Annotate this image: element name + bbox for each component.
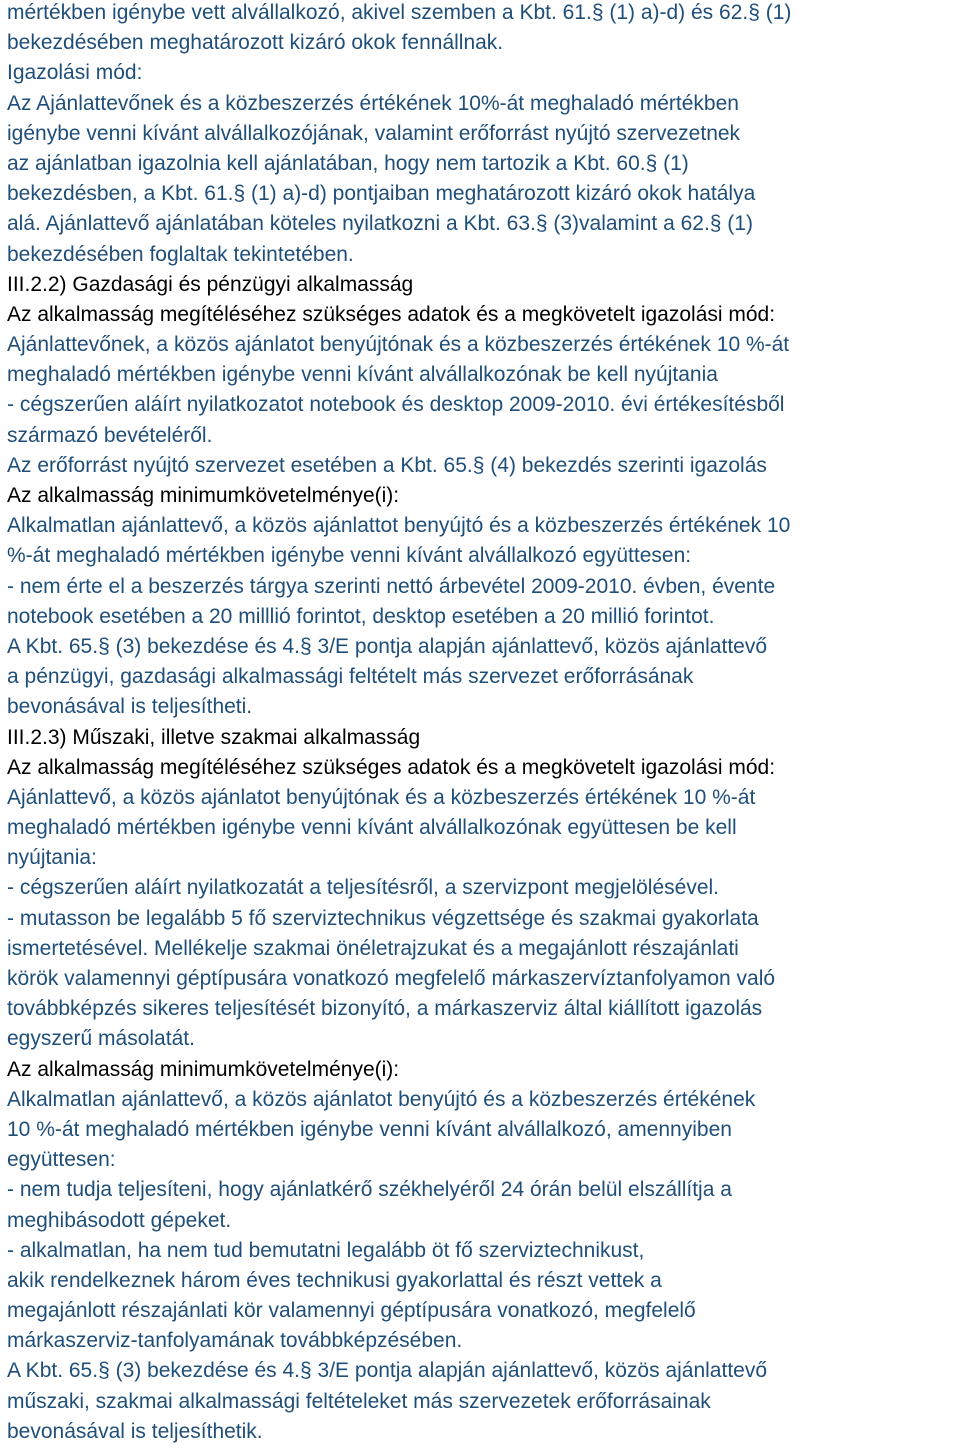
text-line: - nem érte el a beszerzés tárgya szerinti nettó árbevétel 2009-2010. évben, évente (7, 574, 776, 598)
text-line: A Kbt. 65.§ (3) bekezdése és 4.§ 3/E pontja alapján ajánlattevő, közös ajánlattevő (7, 1359, 768, 1383)
text-line: egyszerű másolatát. (7, 1027, 195, 1051)
text-line: notebook esetében a 20 milllió forintot, desktop esetében a 20 millió forintot. (7, 604, 715, 628)
text-line: ismertetésével. Mellékelje szakmai önéletrajzukat és a megajánlott részajánlati (7, 936, 739, 960)
text-line: együttesen: (7, 1148, 116, 1172)
text-line: körök valamennyi géptípusára vonatkozó megfelelő márkaszervíztanfolyamon való (7, 967, 776, 990)
section-heading-line: Az alkalmasság minimumkövetelménye(i): (7, 484, 400, 507)
text-line: bevonásával is teljesítheti. (7, 695, 253, 719)
text-line: a pénzügyi, gazdasági alkalmassági feltételt más szervezet erőforrásának (7, 665, 694, 689)
text-line: igénybe venni kívánt alvállalkozójának, valamint erőforrást nyújtó szervezetnek (7, 121, 741, 145)
text-line: meghaladó mértékben igénybe venni kívánt alvállalkozónak be kell nyújtania (7, 363, 718, 387)
section-heading-line: III.2.2) Gazdasági és pénzügyi alkalmasság (7, 272, 414, 296)
text-line: - mutasson be legalább 5 fő szerviztechnikus végzettsége és szakmai gyakorlata (7, 906, 759, 930)
section-heading-line: Az alkalmasság megítéléséhez szükséges adatok és a megkövetelt igazolási mód: (7, 755, 776, 779)
text-line: bekezdésben, a Kbt. 61.§ (1) a)-d) pontjaiban meghatározott kizáró okok hatálya (7, 182, 756, 206)
text-line: - alkalmatlan, ha nem tud bemutatni legalább öt fő szerviztechnikust, (7, 1238, 645, 1262)
text-line: - cégszerűen aláírt nyilatkozatát a teljesítésről, a szervizpont megjelölésével. (7, 876, 720, 900)
text-line: - cégszerűen aláírt nyilatkozatot notebook és desktop 2009-2010. évi értékesítésből (7, 393, 785, 417)
section-heading-line: Az alkalmasság megítéléséhez szükséges adatok és a megkövetelt igazolási mód: (7, 302, 776, 326)
text-line: Igazolási mód: (7, 61, 143, 85)
text-line: Ajánlattevőnek, a közös ajánlatot benyújtónak és a közbeszerzés értékének 10 %-át (7, 333, 790, 357)
text-line: megajánlott részajánlati kör valamennyi géptípusára vonatkozó, megfelelő (7, 1299, 696, 1323)
text-line: továbbképzés sikeres teljesítését bizonyító, a márkaszerviz által kiállított igazolás (7, 997, 763, 1021)
text-line: műszaki, szakmai alkalmassági feltételeket más szervezetek erőforrásainak (7, 1389, 711, 1413)
text-line: Alkalmatlan ajánlattevő, a közös ajánlattot benyújtó és a közbeszerzés értékének 10 (7, 514, 791, 538)
section-heading-line: III.2.3) Műszaki, illetve szakmai alkalmasság (7, 725, 421, 749)
text-line: 10 %-át meghaladó mértékben igénybe venni kívánt alvállalkozó, amennyiben (7, 1117, 732, 1141)
text-line: bekezdésében foglaltak tekintetében. (7, 242, 354, 266)
text-line: akik rendelkeznek három éves technikusi gyakorlattal és részt vettek a (7, 1268, 662, 1292)
text-line: - nem tudja teljesíteni, hogy ajánlatkérő székhelyéről 24 órán belül elszállítja a (7, 1178, 732, 1202)
text-line: mértékben igénybe vett alvállalkozó, akivel szemben a Kbt. 61.§ (1) a)-d) és 62.§ (1) (7, 1, 792, 24)
section-heading-line: Az alkalmasság minimumkövetelménye(i): (7, 1057, 400, 1081)
text-line: Alkalmatlan ajánlattevő, a közös ajánlatot benyújtó és a közbeszerzés értékének (7, 1087, 756, 1111)
text-line: alá. Ajánlattevő ajánlatában köteles nyilatkozni a Kbt. 63.§ (3)valamint a 62.§ (1) (7, 212, 753, 236)
text-line: Ajánlattevő, a közös ajánlatot benyújtónak és a közbeszerzés értékének 10 %-át (7, 785, 756, 809)
text-line: nyújtania: (7, 846, 97, 870)
text-line: meghibásodott gépeket. (7, 1208, 232, 1232)
text-line: Az Ajánlattevőnek és a közbeszerzés értékének 10%-át meghaladó mértékben (7, 91, 739, 115)
text-line: az ajánlatban igazolnia kell ajánlatában, hogy nem tartozik a Kbt. 60.§ (1) (7, 151, 689, 175)
text-line: meghaladó mértékben igénybe venni kívánt alvállalkozónak együttesen be kell (7, 816, 737, 840)
text-line: márkaszerviz-tanfolyamának továbbképzésében. (7, 1329, 463, 1353)
text-line: A Kbt. 65.§ (3) bekezdése és 4.§ 3/E pontja alapján ajánlattevő, közös ajánlattevő (7, 634, 768, 658)
text-line: bekezdésében meghatározott kizáró okok fennállnak. (7, 31, 504, 55)
text-line: %-át meghaladó mértékben igénybe venni kívánt alvállalkozó együttesen: (7, 544, 692, 568)
text-line: származó bevételéről. (7, 423, 213, 447)
text-line: Az erőforrást nyújtó szervezet esetében a Kbt. 65.§ (4) bekezdés szerinti igazolás (7, 453, 767, 477)
document-body (7, 0, 957, 1447)
text-line: bevonásával is teljesíthetik. (7, 1419, 263, 1443)
